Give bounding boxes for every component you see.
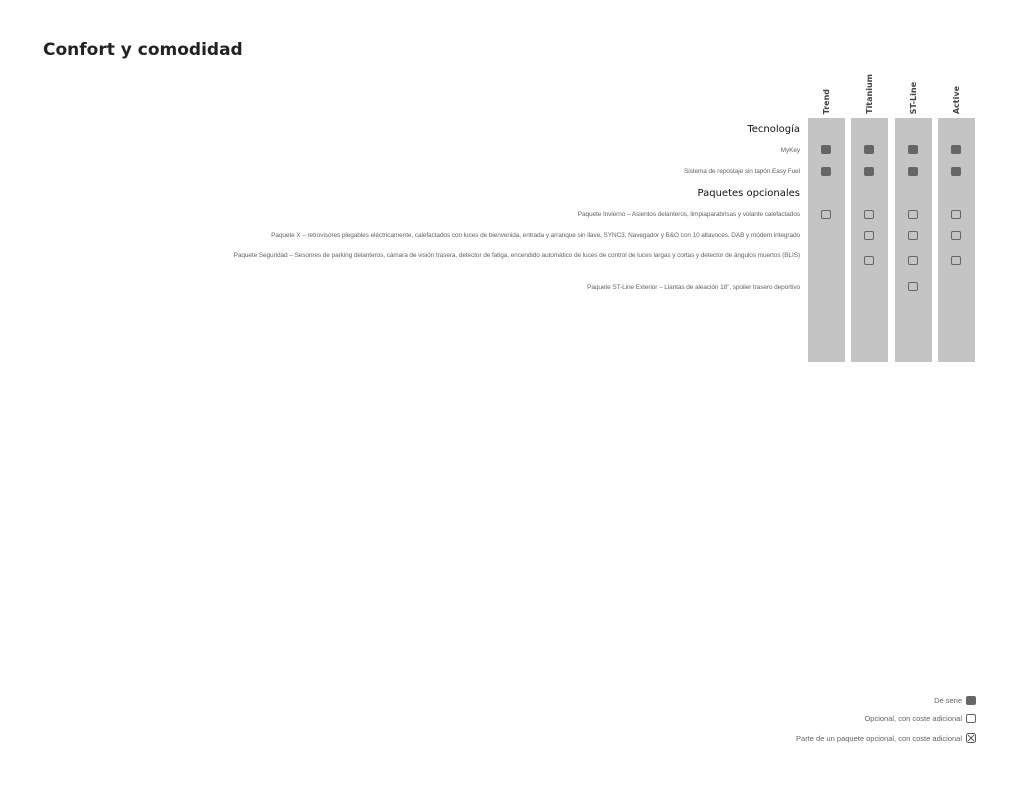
column-bg-trend	[808, 118, 845, 362]
optional-icon	[951, 231, 961, 240]
column-header-stline: ST-Line	[909, 81, 918, 114]
legend-optional	[864, 714, 976, 723]
standard-icon	[821, 145, 831, 154]
optional-icon	[821, 210, 831, 219]
column-header-trend: Trend	[822, 88, 831, 114]
optional-icon	[908, 282, 918, 291]
standard-icon	[864, 167, 874, 176]
optional-icon	[864, 210, 874, 219]
optional-icon	[951, 256, 961, 265]
column-header-titanium: Titanium	[865, 74, 874, 114]
column-bg-active	[938, 118, 975, 362]
row-label-invierno: Paquete Invierno – Asientos delanteros, limpiaparabrisas y volante calefactados	[577, 211, 800, 218]
optional-icon	[966, 714, 976, 723]
legend-standard	[934, 696, 976, 705]
row-label-stline-exterior: Paquete ST-Line Exterior – Llantas de aleación 18", spoiler trasero deportivo	[587, 284, 800, 291]
optional-icon	[951, 210, 961, 219]
row-label-seguridad: Paquete Seguridad – Sesonres de parking delanteros, cámara de visión trasera, detector de fatiga, encendido automático de luces de control de luces largas y cortas y detector de ángulos muertos (BLIS)	[233, 252, 800, 259]
optional-icon	[908, 256, 918, 265]
legend-package	[796, 733, 976, 743]
optional-icon	[864, 256, 874, 265]
standard-icon	[951, 145, 961, 154]
section-paquetes: Paquetes opcionales	[697, 188, 800, 199]
legend-package-label: Parte de un paquete opcional, con coste adicional	[796, 733, 962, 743]
standard-icon	[951, 167, 961, 176]
optional-icon	[908, 210, 918, 219]
column-bg-stline	[895, 118, 932, 362]
optional-icon	[864, 231, 874, 240]
standard-icon	[908, 145, 918, 154]
row-label-easyfuel: Sistema de repostaje sin tapón Easy Fuel	[684, 168, 800, 175]
page-title: Confort y comodidad	[43, 40, 243, 60]
optional-icon	[908, 231, 918, 240]
package-icon	[966, 733, 976, 743]
row-label-paquete-x: Paquete X – retrovisores plegables eléctricamente, calefactados con luces de bienvenida, entrada y arranque sin llave, SYNC3, Navegador y B&O con 10 altavoces, DAB y módem integrado	[271, 232, 800, 239]
standard-icon	[966, 696, 976, 705]
column-bg-titanium	[851, 118, 888, 362]
standard-icon	[821, 167, 831, 176]
section-tecnologia: Tecnología	[747, 124, 800, 135]
standard-icon	[908, 167, 918, 176]
row-label-mykey: MyKey	[780, 147, 800, 154]
column-header-active: Active	[952, 85, 961, 114]
legend-optional-label: Opcional, con coste adicional	[864, 714, 962, 723]
standard-icon	[864, 145, 874, 154]
legend-standard-label: De serie	[934, 696, 962, 705]
